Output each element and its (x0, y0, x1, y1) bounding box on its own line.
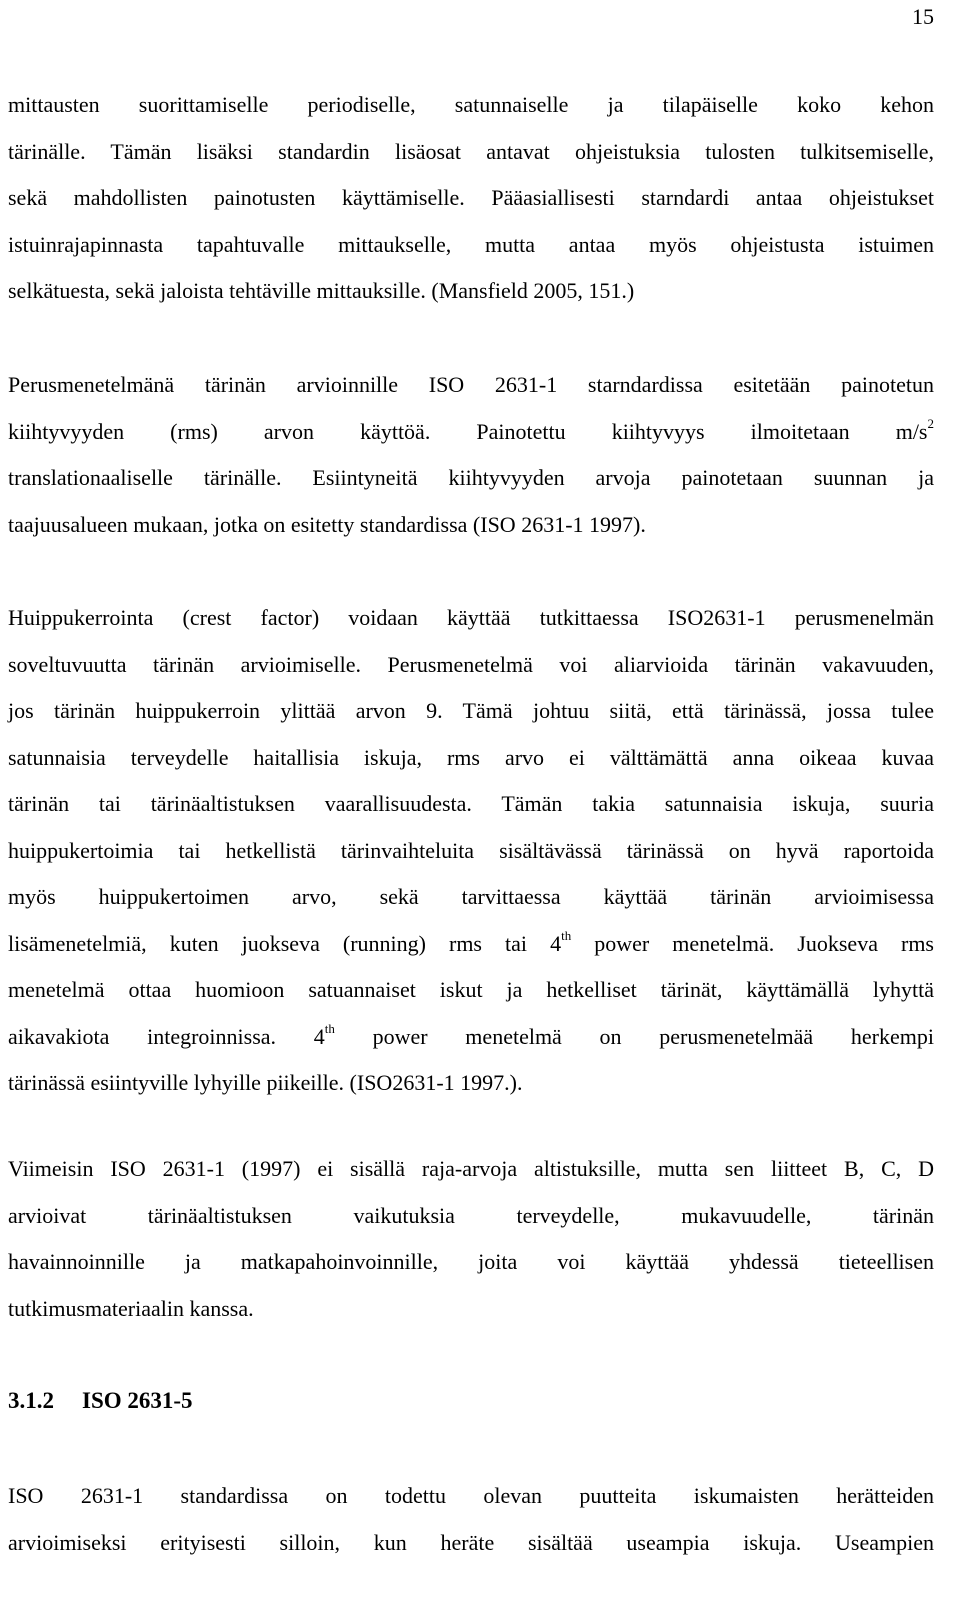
text-line: Viimeisin ISO 2631-1 (1997) ei sisällä raja-arvoja altistuksille, mutta sen liitteet B, C, D (8, 1156, 934, 1181)
superscript: 2 (927, 415, 934, 431)
paragraph-1 (8, 82, 934, 315)
text-line: translationaaliselle tärinälle. Esiintyneitä kiihtyvyyden arvoja painotetaan suunnan ja (8, 465, 934, 490)
paragraph-2 (8, 362, 934, 548)
text-line: sekä mahdollisten painotusten käyttämiselle. Pääasiallisesti starndardi antaa ohjeistukset (8, 185, 934, 210)
text-line (8, 921, 934, 968)
text-line: tärinälle. Tämän lisäksi standardin lisäosat antavat ohjeistuksia tulosten tulkitsemiselle, (8, 138, 934, 164)
paragraph-4 (8, 1146, 934, 1332)
text-line: menetelmä ottaa huomioon satuannaiset iskut ja hetkelliset tärinät, käyttämällä lyhyttä (8, 977, 934, 1002)
text-line: ISO 2631-1 standardissa on todettu olevan puutteita iskumaisten herätteiden (8, 1483, 934, 1508)
text-line: taajuusalueen mukaan, jotka on esitetty standardissa (ISO 2631-1 1997). (8, 511, 646, 537)
text-fragment: power menetelmä on perusmenetelmää herkempi (334, 1023, 934, 1049)
section-heading (8, 1388, 193, 1414)
text-line (8, 409, 934, 456)
superscript: th (561, 927, 572, 943)
text-line: jos tärinän huippukerroin ylittää arvon 9. Tämä johtuu siitä, että tärinässä, jossa tulee (8, 698, 934, 723)
text-line: tärinän tai tärinäaltistuksen vaarallisuudesta. Tämän takia satunnaisia iskuja, suuria (8, 791, 934, 816)
superscript: th (324, 1020, 335, 1036)
text-line: Perusmenetelmänä tärinän arvioinnille ISO 2631-1 starndardissa esitetään painotetun (8, 372, 934, 397)
text-fragment: power menetelmä. Juokseva rms (571, 930, 934, 956)
page-number: 15 (912, 4, 934, 29)
section-title: ISO 2631-5 (82, 1388, 193, 1413)
text-line: Huippukerrointa (crest factor) voidaan käyttää tutkittaessa ISO2631-1 perusmenelmän (8, 605, 934, 630)
text-line: satunnaisia terveydelle haitallisia iskuja, rms arvo ei välttämättä anna oikeaa kuvaa (8, 744, 934, 770)
text-line: tärinässä esiintyville lyhyille piikeille. (ISO2631-1 1997.). (8, 1070, 523, 1095)
text-fragment: aikavakiota integroinnissa. 4 (8, 1023, 325, 1049)
text-fragment: lisämenetelmiä, kuten juokseva (running) rms tai 4 (8, 930, 562, 956)
text-line (8, 1014, 934, 1061)
paragraph-3 (8, 595, 934, 1107)
paragraph-5 (8, 1473, 934, 1566)
text-line: mittausten suorittamiselle periodiselle, satunnaiselle ja tilapäiselle koko kehon (8, 92, 934, 117)
text-line: tutkimusmateriaalin kanssa. (8, 1295, 254, 1321)
text-line: arvioivat tärinäaltistuksen vaikutuksia terveydelle, mukavuudelle, tärinän (8, 1202, 934, 1228)
text-fragment: kiihtyvyyden (rms) arvon käyttöä. Painotettu kiihtyvyys ilmoitetaan m/s (8, 418, 928, 444)
text-line: huippukertoimia tai hetkellistä tärinvaihteluita sisältävässä tärinässä on hyvä raportoida (8, 837, 934, 863)
text-line: arvioimiseksi erityisesti silloin, kun heräte sisältää useampia iskuja. Useampien (8, 1529, 934, 1555)
text-line: soveltuvuutta tärinän arvioimiselle. Perusmenetelmä voi aliarvioida tärinän vakavuuden, (8, 651, 934, 677)
text-line: selkätuesta, sekä jaloista tehtäville mittauksille. (Mansfield 2005, 151.) (8, 278, 635, 303)
text-line: myös huippukertoimen arvo, sekä tarvittaessa käyttää tärinän arvioimisessa (8, 884, 934, 909)
text-line: istuinrajapinnasta tapahtuvalle mittaukselle, mutta antaa myös ohjeistusta istuimen (8, 231, 934, 257)
section-number: 3.1.2 (8, 1388, 54, 1413)
text-line: havainnoinnille ja matkapahoinvoinnille, joita voi käyttää yhdessä tieteellisen (8, 1249, 934, 1274)
